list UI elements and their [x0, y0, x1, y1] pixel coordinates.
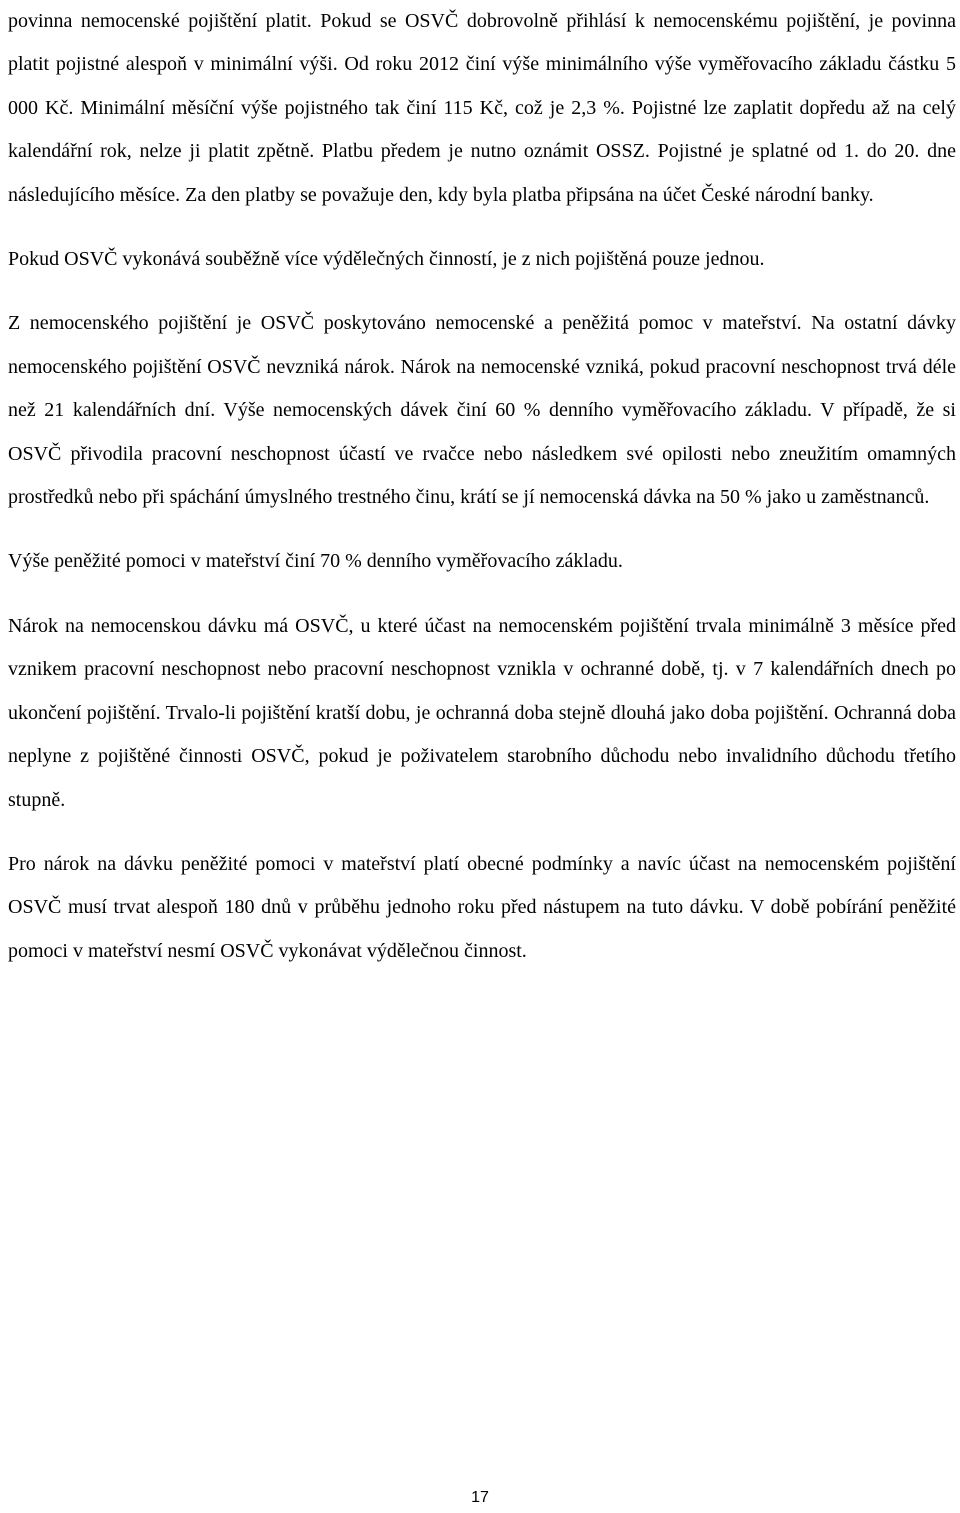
page-number: 17	[471, 1489, 489, 1506]
paragraph-contribution-payment: povinna nemocenské pojištění platit. Pokud se OSVČ dobrovolně přihlásí k nemocenskému pojištění, je povinna platit pojistné alespoň v minimální výši. Od roku 2012 činí výše minimálního výše vyměřovacího základu částku 5 000 Kč. Minimální měsíční výše pojistného tak činí 115 Kč, což je 2,3 %. Pojistné lze zaplatit dopředu až na celý kalendářní rok, nelze ji platit zpětně. Platbu předem je nutno oznámit OSSZ. Pojistné je splatné od 1. do 20. dne následujícího měsíce. Za den platby se považuje den, kdy byla platba připsána na účet České národní banky.	[8, 10, 956, 206]
paragraph-entitlement-conditions: Nárok na nemocenskou dávku má OSVČ, u které účast na nemocenském pojištění trvala minimálně 3 měsíce před vznikem pracovní neschopnost nebo pracovní neschopnost vznikla v ochranné době, tj. v 7 kalendářních dnech po ukončení pojištění. Trvalo-li pojištění kratší dobu, je ochranná doba stejně dlouhá jako doba pojištění. Ochranná doba neplyne z pojištěné činnosti OSVČ, pokud je poživatelem starobního důchodu nebo invalidního důchodu třetího stupně.	[8, 614, 956, 811]
paragraph-maternity-amount: Výše peněžité pomoci v mateřství činí 70 % denního vyměřovacího základu.	[8, 550, 623, 573]
paragraph-multiple-activities: Pokud OSVČ vykonává souběžně více výdělečných činností, je z nich pojištěná pouze jednou.	[8, 248, 765, 271]
paragraph-maternity-entitlement: Pro nárok na dávku peněžité pomoci v mateřství platí obecné podmínky a navíc účast na nemocenském pojištění OSVČ musí trvat alespoň 180 dnů v průběhu jednoho roku před nástupem na tuto dávku. V době pobírání peněžité pomoci v mateřství nesmí OSVČ vykonávat výdělečnou činnost.	[8, 852, 956, 962]
document-page	[8, 0, 956, 973]
paragraph-sickness-benefits: Z nemocenského pojištění je OSVČ poskytováno nemocenské a peněžitá pomoc v mateřství. Na ostatní dávky nemocenského pojištění OSVČ nevzniká nárok. Nárok na nemocenské vzniká, pokud pracovní neschopnost trvá déle než 21 kalendářních dní. Výše nemocenských dávek činí 60 % denního vyměřovacího základu. V případě, že si OSVČ přivodila pracovní neschopnost účastí ve rvačce nebo následkem své opilosti nebo zneužitím omamných prostředků nebo při spáchání úmyslného trestného činu, krátí se jí nemocenská dávka na 50 % jako u zaměstnanců.	[8, 312, 956, 509]
